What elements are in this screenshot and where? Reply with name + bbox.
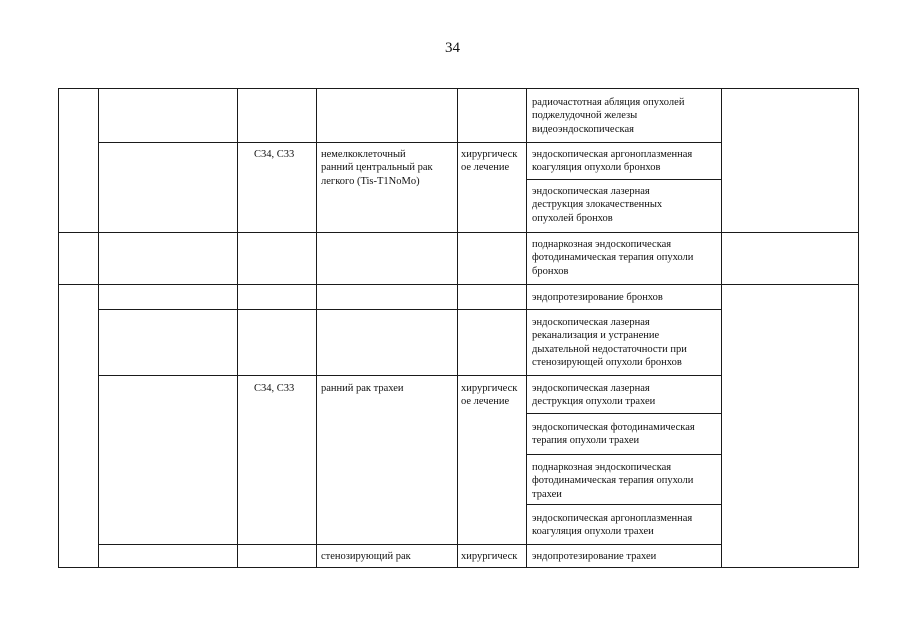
table-rule — [58, 88, 859, 89]
cell-treatment-type: хирургическ ое лечение — [461, 383, 518, 408]
cell-method: эндоскопическая аргоноплазменная коагуляция опухоли трахеи — [532, 513, 693, 538]
cell-method: радиочастотная абляция опухолей поджелудочной железы видеоэндоскопическая — [532, 97, 685, 135]
table-rule — [98, 375, 722, 376]
cell-method: эндоскопическая лазерная деструкция злокачественных опухолей бронхов — [532, 186, 663, 224]
cell-treatment-type: хирургическ ое лечение — [461, 149, 518, 174]
table-rule — [58, 88, 59, 568]
table-rule — [58, 567, 859, 568]
cell-code: C34, C33 — [254, 149, 295, 160]
table-rule — [98, 309, 722, 310]
table-rule — [58, 232, 859, 233]
cell-method: эндопротезирование бронхов — [532, 292, 663, 303]
cell-method: эндоскопическая аргоноплазменная коагуляция опухоли бронхов — [532, 149, 693, 174]
table-rule — [457, 88, 458, 568]
table-rule — [98, 142, 722, 143]
table-rule — [721, 88, 722, 568]
cell-diagnosis: стенозирующий рак — [321, 551, 411, 562]
cell-method: эндоскопическая лазерная реканализация и устранение дыхательной недостаточности при стенозирующей опухоли бронхов — [532, 317, 687, 369]
table-rule — [526, 454, 722, 455]
table-rule — [98, 88, 99, 568]
table-rule — [526, 504, 722, 505]
cell-treatment-type: хирургическ — [461, 551, 518, 562]
cell-code: C34, C33 — [254, 383, 295, 394]
cell-method: поднаркозная эндоскопическая фотодинамическая терапия опухоли бронхов — [532, 239, 694, 277]
cell-method: эндоскопическая лазерная деструкция опухоли трахеи — [532, 383, 656, 408]
table-rule — [98, 544, 722, 545]
table-rule — [526, 179, 722, 180]
cell-diagnosis: немелкоклеточный ранний центральный рак легкого (Tis-T1NoMo) — [321, 149, 433, 187]
table-rule — [858, 88, 859, 568]
table-rule — [526, 413, 722, 414]
table-rule — [58, 284, 859, 285]
page-number: 34 — [445, 40, 460, 56]
cell-method: эндопротезирование трахеи — [532, 551, 657, 562]
cell-method: эндоскопическая фотодинамическая терапия опухоли трахеи — [532, 422, 695, 447]
cell-diagnosis: ранний рак трахеи — [321, 383, 404, 394]
table-rule — [316, 88, 317, 568]
cell-method: поднаркозная эндоскопическая фотодинамическая терапия опухоли трахеи — [532, 462, 694, 500]
table-rule — [237, 88, 238, 568]
